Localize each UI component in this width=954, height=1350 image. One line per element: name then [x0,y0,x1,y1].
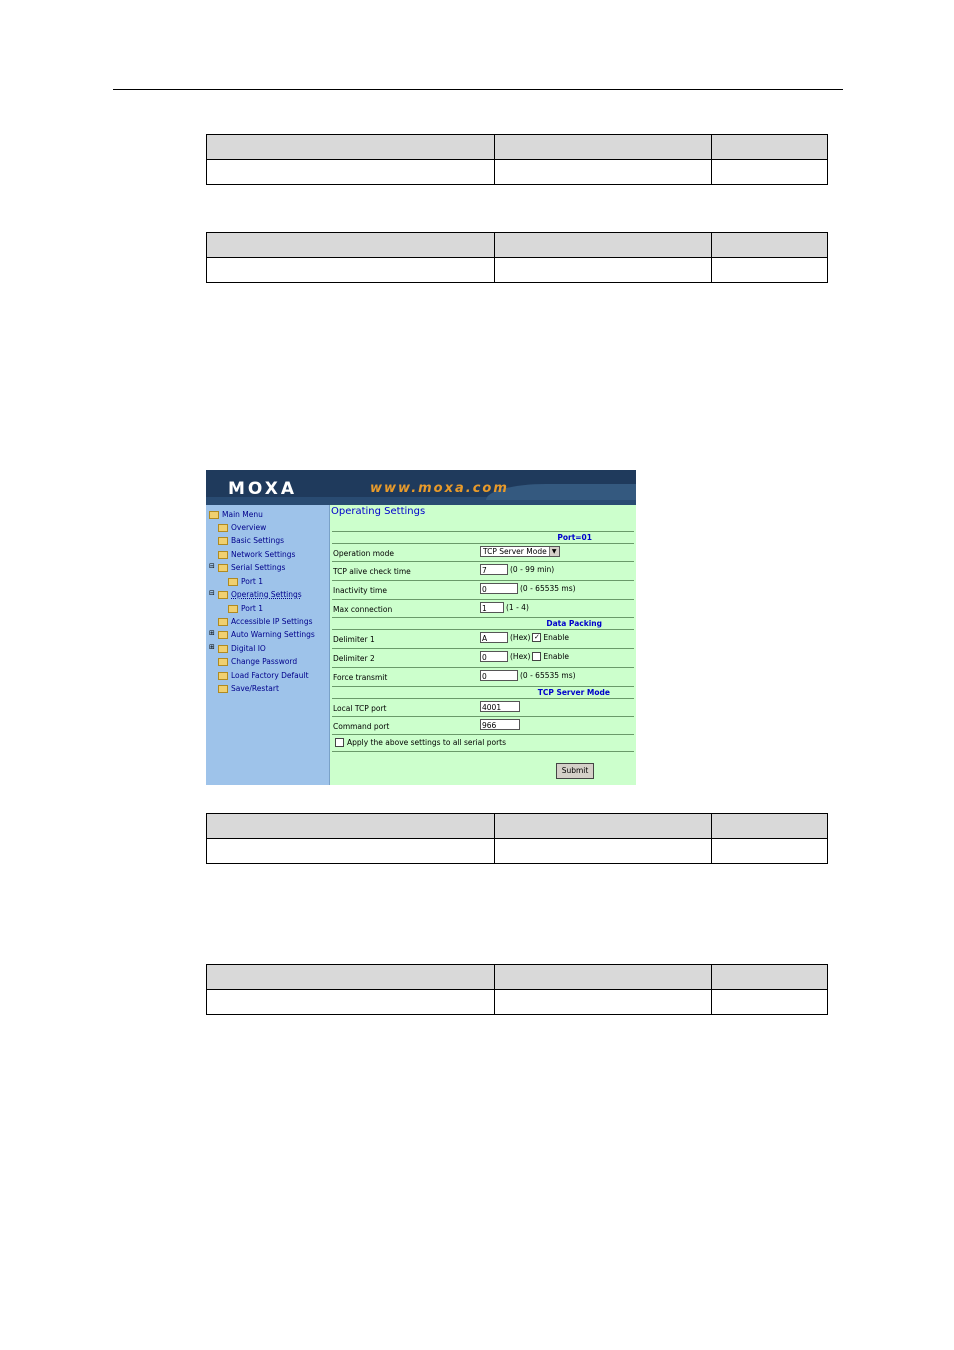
tcp-alive-input[interactable]: 7 [480,564,508,575]
menu-serial-settings[interactable]: ⊟ Serial Settings [209,562,286,572]
doc-table-3 [206,813,828,864]
command-port-input[interactable]: 966 [480,719,520,730]
folder-open-icon [218,564,228,572]
row-apply-all: Apply the above settings to all serial ports [332,734,634,752]
menu-main[interactable]: Main Menu [209,510,263,519]
doc-table-2 [206,232,828,283]
folder-icon [218,658,228,666]
web-console-screenshot [206,470,636,785]
delimiter1-enable-checkbox[interactable]: ✓ [533,633,540,641]
menu-digital-io[interactable]: ⊞ Digital IO [209,643,266,653]
local-tcp-port-input[interactable]: 4001 [480,701,520,712]
menu-accessible-ip[interactable]: Accessible IP Settings [218,617,312,626]
row-local-tcp-port: Local TCP port 4001 [332,698,634,716]
row-inactivity: Inactivity time 0 (0 - 65535 ms) [332,580,634,599]
inactivity-input[interactable]: 0 [480,583,518,594]
operation-mode-select[interactable]: TCP Server Mode ▼ [480,546,560,557]
folder-icon [218,645,228,653]
menu-operating-port1[interactable]: Port 1 [228,604,263,613]
folder-icon [218,551,228,559]
folder-icon [218,672,228,680]
row-operation-mode: Operation mode TCP Server Mode ▼ [332,543,634,561]
delimiter2-input[interactable]: 0 [480,651,508,662]
folder-icon [218,537,228,545]
folder-icon [218,524,228,532]
menu-network-settings[interactable]: Network Settings [218,550,295,559]
moxa-banner [206,470,636,505]
tcp-server-mode-header: TCP Server Mode [332,686,634,698]
menu-save-restart[interactable]: Save/Restart [218,684,279,693]
expand-icon: ⊞ [209,629,215,637]
folder-icon [209,511,219,519]
doc-table-4 [206,964,828,1015]
folder-icon [218,685,228,693]
collapse-icon: ⊟ [209,562,215,570]
moxa-logo: MOXA [228,479,298,499]
menu-overview[interactable]: Overview [218,523,266,532]
expand-icon: ⊞ [209,643,215,651]
header-rule [113,89,843,90]
chevron-down-icon: ▼ [549,547,559,556]
menu-auto-warning[interactable]: ⊞ Auto Warning Settings [209,629,315,639]
row-force-transmit: Force transmit 0 (0 - 65535 ms) [332,667,634,686]
row-command-port: Command port 966 [332,716,634,734]
menu-change-password[interactable]: Change Password [218,657,297,666]
nav-tree [206,505,330,785]
port-header: Port=01 [332,531,634,543]
page-title: Operating Settings [331,506,426,517]
menu-basic-settings[interactable]: Basic Settings [218,536,284,545]
apply-all-checkbox[interactable] [335,738,344,747]
row-delimiter-1: Delimiter 1 A (Hex) ✓ Enable [332,629,634,648]
folder-icon [228,605,238,613]
folder-icon [218,631,228,639]
moxa-url: www.moxa.com [370,481,509,496]
row-max-connection: Max connection 1 (1 - 4) [332,599,634,617]
submit-button[interactable]: Submit [556,763,594,779]
delimiter2-enable-checkbox[interactable] [532,652,541,661]
doc-table-1 [206,134,828,185]
row-tcp-alive: TCP alive check time 7 (0 - 99 min) [332,561,634,580]
menu-load-factory-default[interactable]: Load Factory Default [218,671,309,680]
delimiter1-input[interactable]: A [480,632,508,643]
force-transmit-input[interactable]: 0 [480,670,518,681]
menu-serial-port1[interactable]: Port 1 [228,577,263,586]
max-connection-input[interactable]: 1 [480,602,504,613]
data-packing-header: Data Packing [332,617,634,629]
folder-icon [228,578,238,586]
folder-icon [218,618,228,626]
collapse-icon: ⊟ [209,589,215,597]
menu-operating-settings[interactable]: ⊟ Operating Settings [209,589,302,599]
row-delimiter-2: Delimiter 2 0 (Hex) Enable [332,648,634,667]
settings-pane [330,505,636,785]
folder-open-icon [218,591,228,599]
